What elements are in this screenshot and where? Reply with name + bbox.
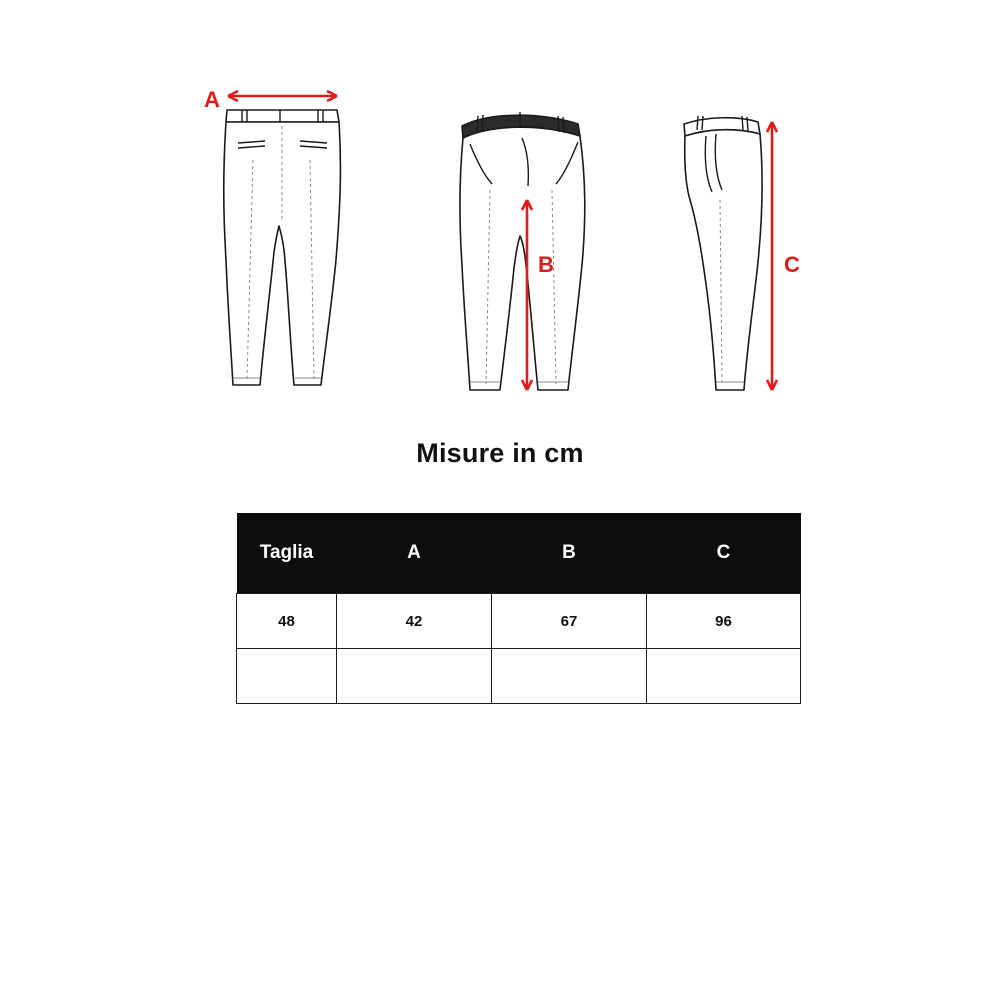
illustration-group (0, 60, 1000, 410)
table-row (237, 594, 801, 649)
cell-c: 96 (647, 594, 801, 649)
size-table (236, 513, 801, 704)
measure-arrow-c (767, 122, 777, 390)
cell-a (337, 649, 492, 704)
column-header-a: A (337, 513, 492, 594)
measure-label-b: B (538, 252, 554, 277)
measure-label-a: A (204, 87, 220, 112)
trousers-front-view (190, 60, 410, 405)
size-table-wrapper (236, 513, 800, 704)
measure-arrow-a (228, 91, 337, 101)
cell-b: 67 (492, 594, 647, 649)
column-header-b: B (492, 513, 647, 594)
trousers-three-quarter-view (430, 60, 640, 405)
table-row (237, 649, 801, 704)
cell-c (647, 649, 801, 704)
column-header-c: C (647, 513, 801, 594)
table-header-row (237, 513, 801, 594)
measure-label-c: C (784, 252, 800, 277)
cell-b (492, 649, 647, 704)
chart-caption: Misure in cm (416, 438, 584, 468)
cell-size: 48 (237, 594, 337, 649)
trousers-side-view (660, 60, 860, 405)
cell-a: 42 (337, 594, 492, 649)
column-header-taglia: Taglia (237, 513, 337, 594)
cell-size (237, 649, 337, 704)
